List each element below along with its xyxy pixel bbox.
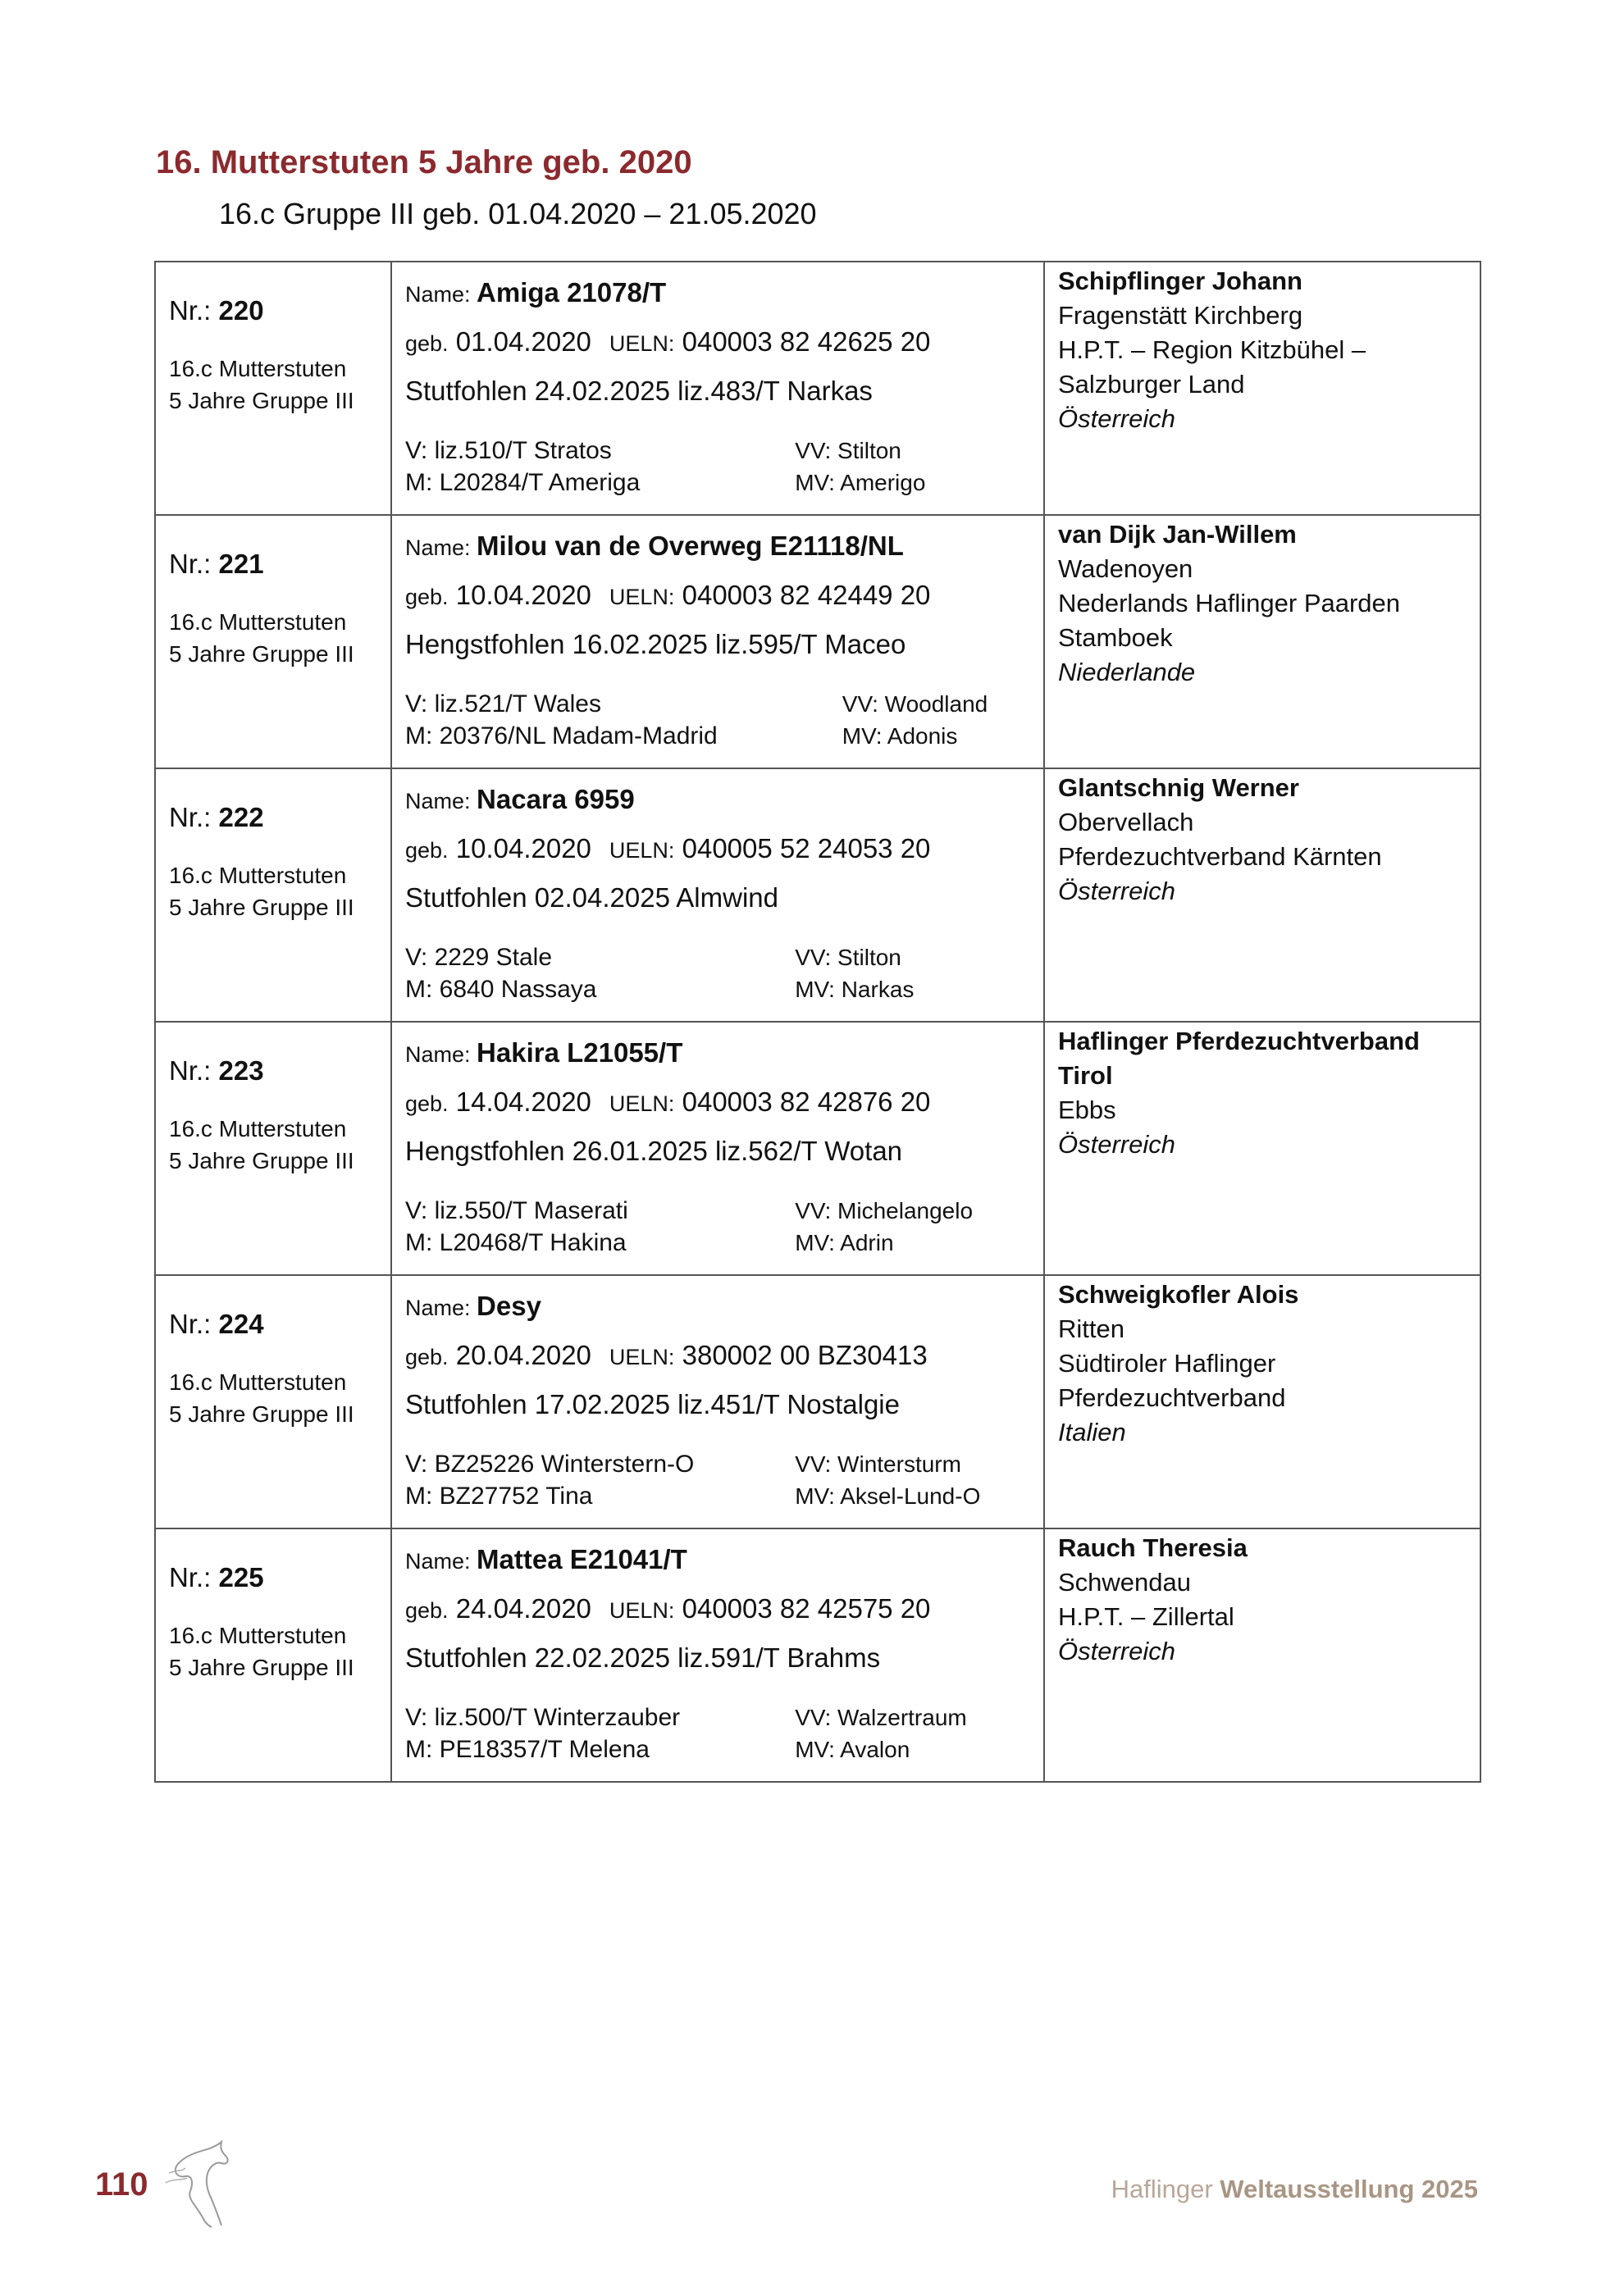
ueln-label: UELN:: [609, 838, 675, 863]
owner-name: Glantschnig Werner: [1058, 773, 1299, 802]
name-label: Name:: [405, 1549, 471, 1574]
entry-number: [156, 1276, 390, 1340]
ueln-value: 040003 82 42876 20: [682, 1086, 931, 1117]
geb-label: geb.: [405, 585, 449, 609]
class-line-1: 16.c Mutterstuten: [169, 1369, 347, 1395]
class-line-2: 5 Jahre Gruppe III: [169, 1401, 354, 1427]
horse-details-cell: [391, 1528, 1044, 1782]
horse-name: Hakira L21055/T: [477, 1037, 683, 1068]
class-line-2: 5 Jahre Gruppe III: [169, 641, 354, 667]
pedigree: [405, 688, 1035, 752]
owner-address-line: Stamboek: [1058, 623, 1173, 652]
entry-number: [156, 516, 390, 580]
owner-country: Italien: [1058, 1418, 1126, 1446]
table-row: [155, 1528, 1480, 1782]
dam-sire: MV: Avalon: [795, 1737, 910, 1762]
owner-country: Österreich: [1058, 404, 1175, 433]
owner-address-line: Obervellach: [1058, 808, 1194, 836]
nr-value: 223: [218, 1055, 264, 1086]
entries-table: [154, 261, 1481, 1783]
owner-name: Schipflinger Johann: [1058, 266, 1302, 295]
footer-event: Weltausstellung 2025: [1220, 2175, 1478, 2203]
horse-details-cell: [391, 768, 1044, 1022]
class-line-2: 5 Jahre Gruppe III: [169, 1148, 354, 1173]
foal-line: Stutfohlen 24.02.2025 liz.483/T Narkas: [405, 376, 873, 406]
ueln-value: 040003 82 42625 20: [682, 326, 931, 357]
dam-sire: MV: Adonis: [842, 723, 958, 749]
sire-sire: VV: Wintersturm: [795, 1451, 961, 1477]
nr-label: Nr.:: [169, 1562, 212, 1592]
nr-label: Nr.:: [169, 295, 212, 326]
birth-date: 01.04.2020: [455, 326, 591, 357]
name-label: Name:: [405, 1042, 471, 1067]
nr-value: 224: [218, 1309, 264, 1339]
dam: M: PE18357/T Melena: [405, 1736, 650, 1763]
name-label: Name:: [405, 535, 471, 560]
class-line-1: 16.c Mutterstuten: [169, 356, 347, 381]
entry-class: [156, 833, 390, 923]
horse-name: Amiga 21078/T: [477, 277, 667, 308]
birth-date: 24.04.2020: [455, 1593, 591, 1624]
sire: V: liz.550/T Maserati: [405, 1197, 628, 1224]
sire-sire: VV: Stilton: [795, 438, 901, 463]
table-row: [155, 1022, 1480, 1275]
class-line-1: 16.c Mutterstuten: [169, 609, 347, 635]
entry-number-cell: [155, 768, 391, 1022]
sire-sire: VV: Stilton: [795, 945, 901, 970]
entry-number-cell: [155, 1528, 391, 1782]
owner-country: Niederlande: [1058, 658, 1196, 686]
owner-cell: [1044, 1528, 1480, 1782]
horse-name-line: [405, 531, 1043, 567]
horse-name: Desy: [477, 1291, 541, 1321]
table-row: [155, 1275, 1480, 1528]
dam: M: L20468/T Hakina: [405, 1229, 627, 1256]
birth-line: [405, 1086, 1043, 1123]
owner-address: [1058, 805, 1480, 874]
foal-line: Stutfohlen 17.02.2025 liz.451/T Nostalgie: [405, 1389, 900, 1419]
ueln-value: 040005 52 24053 20: [682, 833, 931, 863]
owner-country: Österreich: [1058, 1130, 1175, 1159]
horse-name-line: [405, 1544, 1043, 1580]
owner-address-line: Nederlands Haflinger Paarden: [1058, 589, 1401, 617]
nr-value: 225: [218, 1562, 264, 1592]
birth-date: 10.04.2020: [455, 580, 591, 610]
horse-name-line: [405, 277, 1043, 313]
birth-line: [405, 833, 1043, 869]
entry-number: [156, 1023, 390, 1086]
horse-name-line: [405, 784, 1043, 820]
entry-number: [156, 769, 390, 833]
owner-address-line: Wadenoyen: [1058, 554, 1193, 583]
dam: M: L20284/T Ameriga: [405, 469, 641, 496]
birth-date: 10.04.2020: [455, 833, 591, 863]
section-subtitle: 16.c Gruppe III geb. 01.04.2020 – 21.05.2020: [219, 197, 817, 230]
entry-number-cell: [155, 262, 391, 515]
owner-address-line: Pferdezuchtverband: [1058, 1383, 1286, 1412]
horse-name: Nacara 6959: [477, 784, 635, 814]
entry-class: [156, 1086, 390, 1177]
name-label: Name:: [405, 789, 471, 813]
owner-address-line: Ebbs: [1058, 1096, 1116, 1124]
entry-number: [156, 1529, 390, 1593]
ueln-label: UELN:: [609, 585, 675, 609]
ueln-label: UELN:: [609, 1091, 675, 1116]
dam: M: 6840 Nassaya: [405, 976, 597, 1003]
geb-label: geb.: [405, 1091, 449, 1116]
birth-line: [405, 580, 1043, 616]
pedigree: [405, 435, 1035, 499]
pedigree: [405, 1702, 1035, 1765]
owner-address-line: Schwendau: [1058, 1568, 1192, 1597]
ueln-value: 380002 00 BZ30413: [682, 1340, 928, 1370]
birth-date: 14.04.2020: [455, 1086, 591, 1117]
owner-cell: [1044, 262, 1480, 515]
horse-details-cell: [391, 515, 1044, 768]
nr-label: Nr.:: [169, 549, 212, 579]
owner-address-line: Fragenstätt Kirchberg: [1058, 301, 1303, 330]
nr-label: Nr.:: [169, 802, 212, 832]
section-title: 16. Mutterstuten 5 Jahre geb. 2020: [156, 144, 692, 180]
ueln-label: UELN:: [609, 331, 675, 356]
pedigree: [405, 1195, 1035, 1259]
table-row: [155, 262, 1480, 515]
owner-address-line: Südtiroler Haflinger: [1058, 1349, 1276, 1378]
owner-address: [1058, 1093, 1480, 1128]
nr-value: 220: [218, 295, 264, 326]
owner-address: [1058, 552, 1480, 655]
owner-address-line: Pferdezuchtverband Kärnten: [1058, 842, 1382, 871]
owner-name: van Dijk Jan-Willem: [1058, 520, 1297, 549]
birth-line: [405, 326, 1043, 362]
sire: V: liz.510/T Stratos: [405, 437, 612, 464]
foal-line: Stutfohlen 02.04.2025 Almwind: [405, 882, 778, 913]
horse-details-cell: [391, 262, 1044, 515]
owner-name: Haflinger Pferdezuchtverband Tirol: [1058, 1027, 1420, 1090]
ueln-value: 040003 82 42575 20: [682, 1593, 931, 1624]
ueln-label: UELN:: [609, 1345, 675, 1369]
table-row: [155, 515, 1480, 768]
class-line-1: 16.c Mutterstuten: [169, 1116, 347, 1141]
dam: M: 20376/NL Madam-Madrid: [405, 722, 718, 749]
geb-label: geb.: [405, 331, 449, 356]
dam-sire: MV: Aksel-Lund-O: [795, 1483, 981, 1509]
owner-address-line: Salzburger Land: [1058, 370, 1245, 399]
horse-name: Milou van de Overweg E21118/NL: [477, 531, 904, 561]
horse-name-line: [405, 1037, 1043, 1073]
owner-address-line: Ritten: [1058, 1314, 1124, 1343]
entry-number: [156, 262, 390, 326]
name-label: Name:: [405, 1296, 471, 1320]
footer-brand-name: Haflinger: [1111, 2175, 1213, 2203]
class-line-1: 16.c Mutterstuten: [169, 863, 347, 888]
owner-address: [1058, 1312, 1480, 1415]
entry-class: [156, 580, 390, 670]
owner-cell: [1044, 768, 1480, 1022]
birth-line: [405, 1593, 1043, 1629]
horse-logo-icon: [161, 2140, 235, 2230]
owner-country: Österreich: [1058, 877, 1175, 905]
horse-name: Mattea E21041/T: [477, 1544, 687, 1574]
owner-address: [1058, 1565, 1480, 1634]
nr-label: Nr.:: [169, 1309, 212, 1339]
class-line-2: 5 Jahre Gruppe III: [169, 895, 354, 920]
owner-address-line: H.P.T. – Zillertal: [1058, 1602, 1234, 1631]
name-label: Name:: [405, 282, 471, 307]
owner-address: [1058, 298, 1480, 402]
dam-sire: MV: Narkas: [795, 977, 915, 1002]
sire: V: 2229 Stale: [405, 944, 553, 971]
entry-number-cell: [155, 515, 391, 768]
sire-sire: VV: Michelangelo: [795, 1198, 974, 1223]
entry-class: [156, 1593, 390, 1683]
owner-address-line: H.P.T. – Region Kitzbühel –: [1058, 335, 1366, 364]
dam: M: BZ27752 Tina: [405, 1483, 593, 1510]
footer-brand: [1111, 2175, 1478, 2204]
class-line-2: 5 Jahre Gruppe III: [169, 1655, 354, 1680]
owner-cell: [1044, 515, 1480, 768]
geb-label: geb.: [405, 1598, 449, 1623]
owner-cell: [1044, 1275, 1480, 1528]
birth-date: 20.04.2020: [455, 1340, 591, 1370]
dam-sire: MV: Adrin: [795, 1230, 894, 1255]
class-line-2: 5 Jahre Gruppe III: [169, 388, 354, 413]
foal-line: Hengstfohlen 26.01.2025 liz.562/T Wotan: [405, 1136, 903, 1166]
ueln-label: UELN:: [609, 1598, 675, 1623]
horse-name-line: [405, 1291, 1043, 1327]
class-line-1: 16.c Mutterstuten: [169, 1623, 347, 1648]
pedigree: [405, 941, 1035, 1005]
geb-label: geb.: [405, 1345, 449, 1369]
owner-name: Rauch Theresia: [1058, 1533, 1248, 1562]
owner-name: Schweigkofler Alois: [1058, 1280, 1299, 1309]
dam-sire: MV: Amerigo: [795, 470, 926, 495]
foal-line: Stutfohlen 22.02.2025 liz.591/T Brahms: [405, 1642, 881, 1673]
sire: V: BZ25226 Winterstern-O: [405, 1451, 695, 1478]
entry-number-cell: [155, 1022, 391, 1275]
geb-label: geb.: [405, 838, 449, 863]
entry-class: [156, 1340, 390, 1430]
entry-number-cell: [155, 1275, 391, 1528]
nr-value: 221: [218, 549, 264, 579]
sire-sire: VV: Woodland: [842, 691, 988, 717]
sire: V: liz.500/T Winterzauber: [405, 1704, 681, 1731]
ueln-value: 040003 82 42449 20: [682, 580, 931, 610]
foal-line: Hengstfohlen 16.02.2025 liz.595/T Maceo: [405, 629, 906, 659]
owner-cell: [1044, 1022, 1480, 1275]
horse-details-cell: [391, 1275, 1044, 1528]
birth-line: [405, 1340, 1043, 1376]
sire-sire: VV: Walzertraum: [795, 1705, 967, 1730]
pedigree: [405, 1448, 1035, 1512]
table-row: [155, 768, 1480, 1022]
owner-country: Österreich: [1058, 1637, 1175, 1665]
horse-details-cell: [391, 1022, 1044, 1275]
sire: V: liz.521/T Wales: [405, 690, 601, 718]
nr-value: 222: [218, 802, 264, 832]
page-number: 110: [95, 2166, 148, 2203]
entry-class: [156, 326, 390, 417]
nr-label: Nr.:: [169, 1055, 212, 1086]
